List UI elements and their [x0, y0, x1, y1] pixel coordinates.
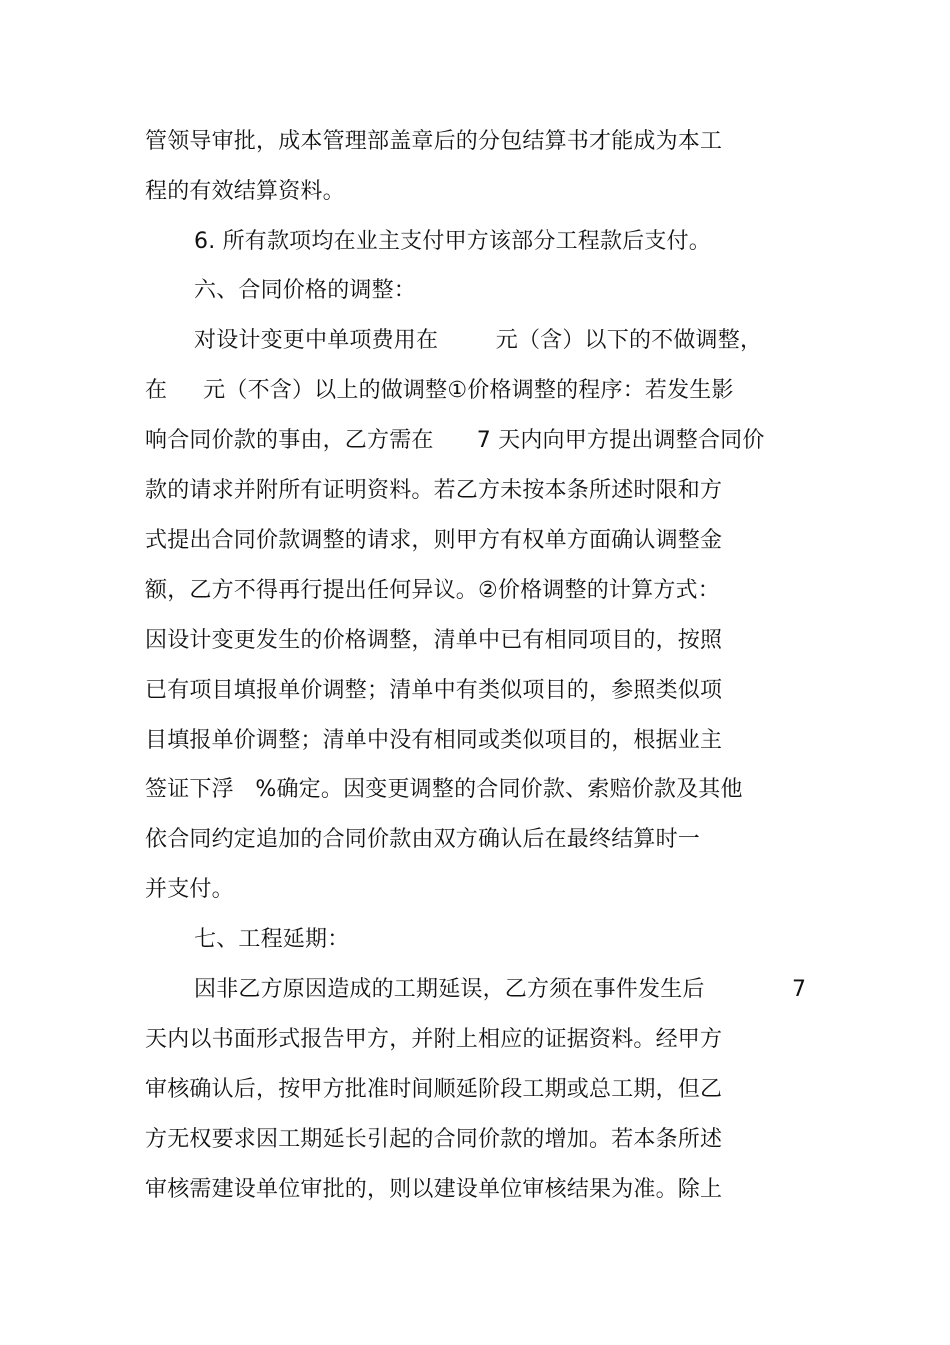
text-line: 已有项目填报单价调整；清单中有类似项目的，参照类似项 — [145, 678, 723, 703]
text-line: 在 元（不含）以上的做调整①价格调整的程序：若发生影 — [145, 378, 734, 403]
text-line: 天内以书面形式报告甲方，并附上相应的证据资料。经甲方 — [145, 1027, 723, 1052]
text-line: 对设计变更中单项费用在 元（含）以下的不做调整， — [194, 328, 763, 353]
text-line: 额，乙方不得再行提出任何异议。②价格调整的计算方式： — [145, 578, 720, 603]
text-line: 因设计变更发生的价格调整，清单中已有相同项目的，按照 — [145, 628, 723, 653]
text-line: 程的有效结算资料。 — [145, 179, 345, 204]
text-line: 目填报单价调整；清单中没有相同或类似项目的，根据业主 — [145, 728, 723, 753]
text-line: 管领导审批，成本管理部盖章后的分包结算书才能成为本工 — [145, 129, 723, 154]
text-line: 依合同约定追加的合同价款由双方确认后在最终结算时一 — [145, 827, 701, 852]
text-line: 式提出合同价款调整的请求，则甲方有权单方面确认调整金 — [145, 528, 723, 553]
text-line: 款的请求并附所有证明资料。若乙方未按本条所述时限和方 — [145, 478, 723, 503]
text-line: 响合同价款的事由，乙方需在 7 天内向甲方提出调整合同价 — [145, 428, 765, 453]
text-line: 审核需建设单位审批的，则以建设单位审核结果为准。除上 — [145, 1177, 723, 1202]
text-line: 6. 所有款项均在业主支付甲方该部分工程款后支付。 — [194, 229, 711, 254]
text-line: 方无权要求因工期延长引起的合同价款的增加。若本条所述 — [145, 1127, 723, 1152]
section-heading: 七、工程延期： — [194, 927, 350, 952]
text-line: 审核确认后，按甲方批准时间顺延阶段工期或总工期，但乙 — [145, 1077, 723, 1102]
days-number: 7 — [792, 977, 806, 1002]
section-heading: 六、合同价格的调整： — [194, 278, 417, 303]
text-line: 签证下浮 %确定。因变更调整的合同价款、索赔价款及其他 — [145, 777, 743, 802]
text-line: 因非乙方原因造成的工期延误，乙方须在事件发生后 — [194, 977, 705, 1002]
text-line: 并支付。 — [145, 877, 234, 902]
